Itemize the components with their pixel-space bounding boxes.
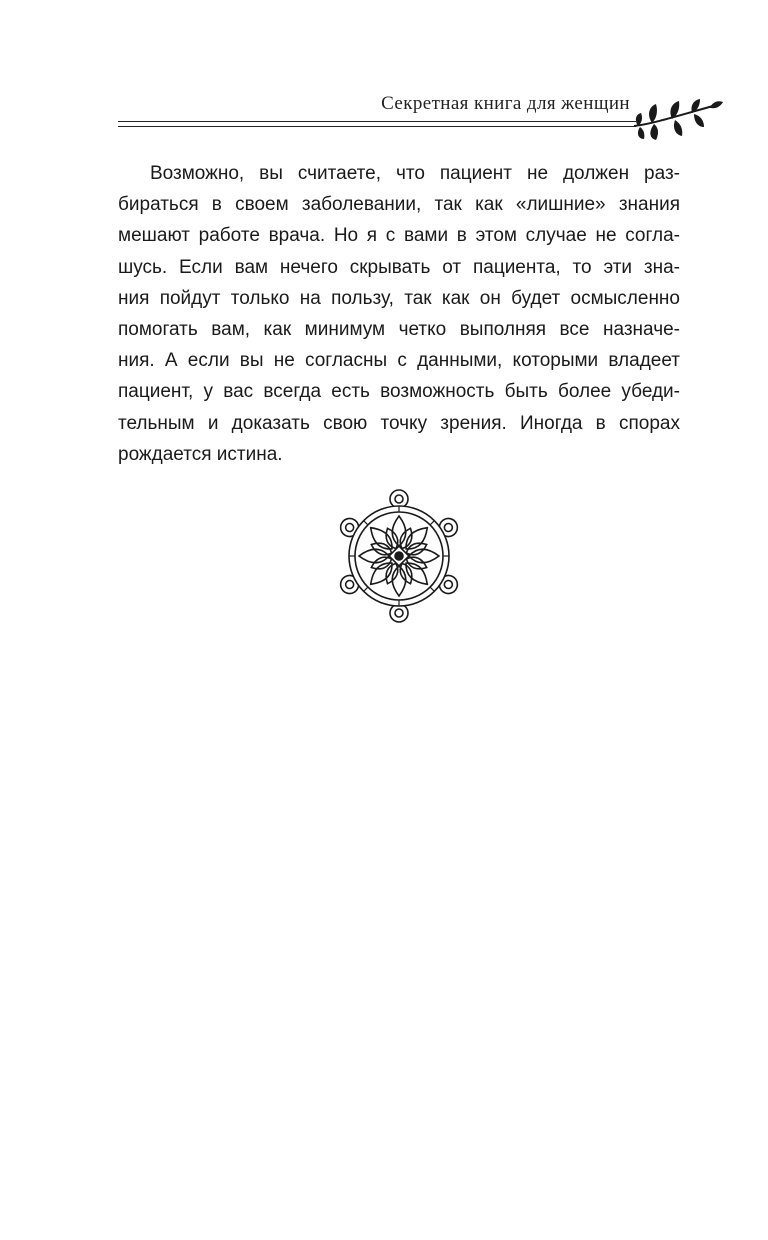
text-line: бираться в своем заболевании, так как «лишние» знания [118,194,680,216]
text-line: пациент, у вас всегда есть возможность быть более убеди- [118,381,680,403]
text-line: рождается истина. [118,443,283,465]
text-line: шусь. Если вам нечего скрывать от пациента, то эти зна- [118,256,680,278]
text-line: помогать вам, как минимум четко выполняя все назначе- [118,319,680,341]
leaf-branch-icon [632,98,724,142]
mandala-ornament-icon [326,488,472,624]
text-line: ния. А если вы не согласны с данными, которыми владеет [118,350,680,372]
body-paragraph [118,158,680,470]
text-line: Возможно, вы считаете, что пациент не должен раз- [150,163,680,184]
text-line: мешают работе врача. Но я с вами в этом случае не согла- [118,225,680,247]
text-line: ния пойдут только на пользу, так как он будет осмысленно [118,287,680,309]
header-rule-thin [118,126,636,127]
header-rule-thick [118,121,636,122]
text-line: тельным и доказать свою точку зрения. Иногда в спорах [118,412,680,434]
running-head-title: Секретная книга для женщин [381,93,630,114]
